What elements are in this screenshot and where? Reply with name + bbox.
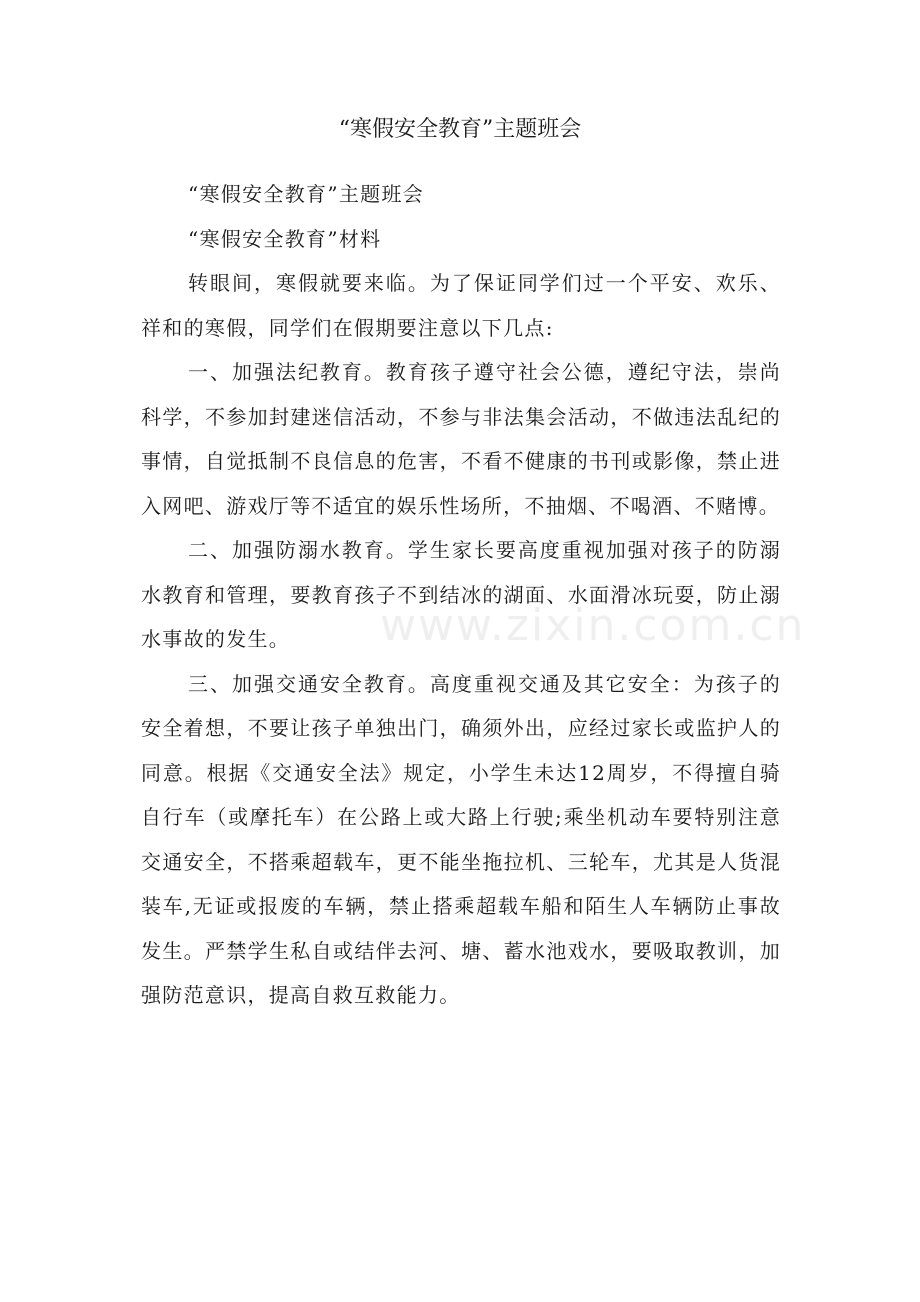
traffic-safety-paragraph: 三、加强交通安全教育。高度重视交通及其它安全：为孩子的安全着想，不要让孩子单独出门，确须外出，应经过家长或监护人的同意。根据《交通安全法》规定，小学生未达12周岁，不得擅自骑自行车（或摩托车）在公路上或大路上行驶;乘坐机动车要特别注意交通安全，不搭乘超载车，更不能坐拖拉机、三轮车，尤其是人货混装车,无证或报废的车辆，禁止搭乘超载车船和陌生人车辆防止事故发生。严禁学生私自或结伴去河、塘、蓄水池戏水，要吸取教训，加强防范意识，提高自救互救能力。 (141, 671, 781, 1007)
subtitle-line-1: “寒假安全教育”主题班会 (188, 182, 425, 206)
document-body (141, 172, 781, 1018)
document-title: “寒假安全教育”主题班会 (338, 117, 582, 142)
watermark: www.zixin.com.cn (380, 600, 806, 651)
drowning-prevention-paragraph: 二、加强防溺水教育。学生家长要高度重视加强对孩子的防溺水教育和管理，要教育孩子不到结冰的湖面、水面滑冰玩耍，防止溺水事故的发生。 (141, 538, 781, 651)
intro-paragraph: 转眼间，寒假就要来临。为了保证同学们过一个平安、欢乐、祥和的寒假，同学们在假期要注意以下几点: (141, 271, 781, 340)
subtitle-line-2: “寒假安全教育”材料 (188, 226, 382, 251)
law-education-paragraph: 一、加强法纪教育。教育孩子遵守社会公德，遵纪守法，崇尚科学，不参加封建迷信活动，不参与非法集会活动，不做违法乱纪的事情，自觉抵制不良信息的危害，不看不健康的书刊或影像，禁止进入网吧、游戏厅等不适宜的娱乐性场所，不抽烟、不喝酒、不赌博。 (141, 360, 781, 518)
